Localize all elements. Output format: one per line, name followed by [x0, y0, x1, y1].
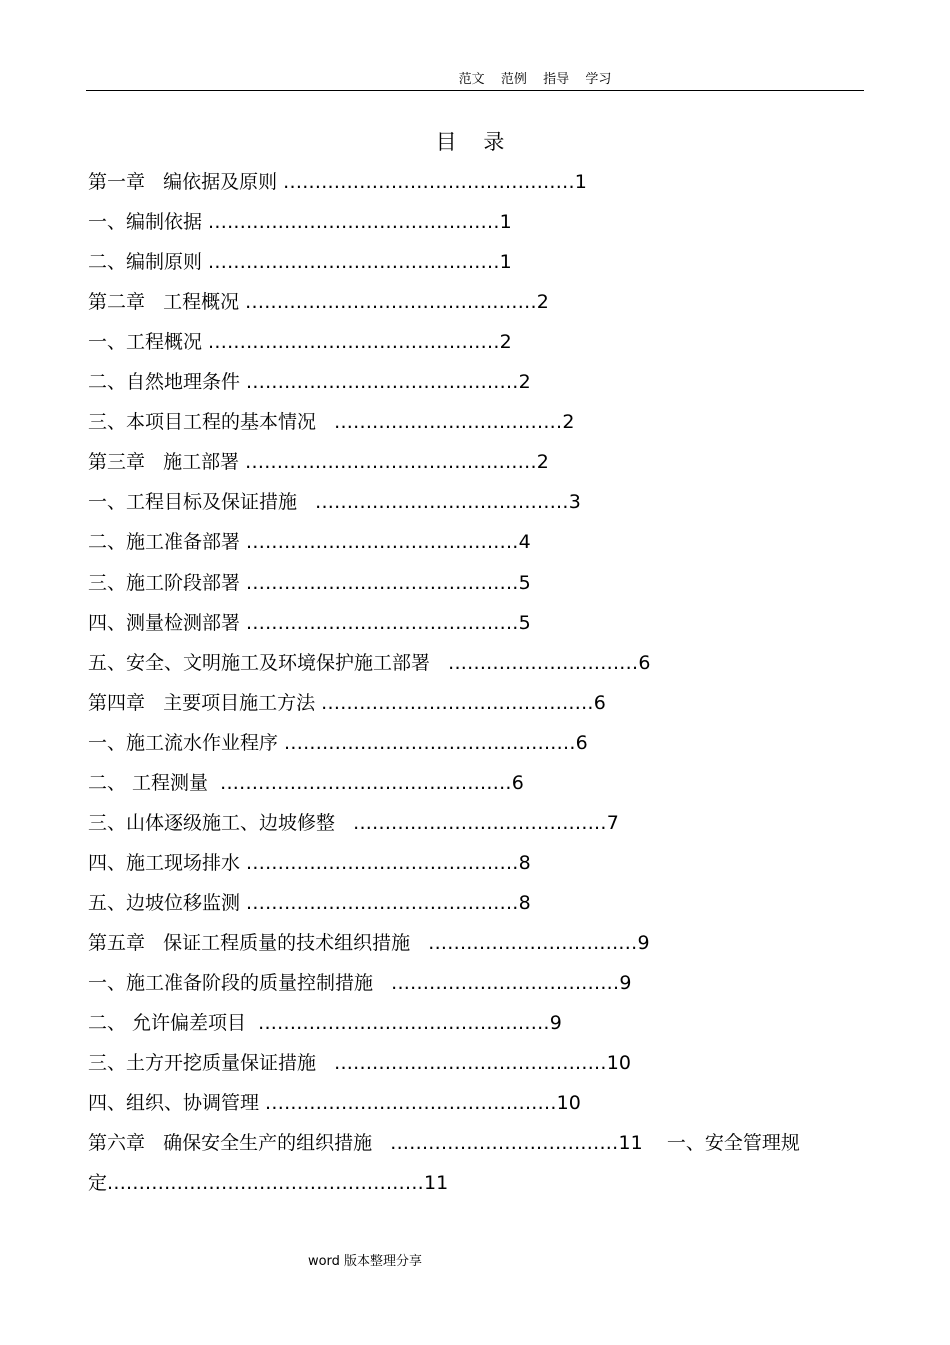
toc-entry-page: 8 — [518, 852, 531, 874]
toc-entry[interactable] — [88, 530, 531, 554]
toc-entry-page: 2 — [536, 451, 549, 473]
toc-entry-label: 第一章 编依据及原则 — [88, 171, 284, 193]
toc-entry[interactable] — [88, 250, 512, 274]
toc-leader-dots: ........................................... — [246, 892, 519, 914]
toc-entry[interactable] — [88, 691, 606, 715]
toc-entry[interactable] — [88, 450, 549, 474]
toc-entry[interactable] — [88, 571, 531, 595]
toc-leader-dots: ........................................ — [315, 491, 569, 513]
toc-entry-label: 一、工程目标及保证措施 — [88, 491, 316, 513]
page-header: 范文 范例 指导 学习 — [458, 72, 612, 87]
toc-entry-label: 五、安全、文明施工及环境保护施工部署 — [88, 652, 449, 674]
toc-entry-label: 四、施工现场排水 — [88, 852, 247, 874]
toc-entry-page: 8 — [518, 892, 531, 914]
toc-entry-label: 四、测量检测部署 — [88, 612, 247, 634]
toc-leader-dots: ........................................ — [353, 812, 607, 834]
toc-leader-dots: .............................................. — [245, 291, 537, 313]
toc-entry-page: 1 — [499, 251, 512, 273]
toc-entry[interactable] — [88, 1091, 581, 1115]
toc-entry[interactable] — [88, 370, 531, 394]
page-footer: word 版本整理分享 — [307, 1254, 423, 1269]
toc-entry-label: 三、山体逐级施工、边坡修整 — [88, 812, 354, 834]
toc-leader-dots: .............................................. — [265, 1092, 557, 1114]
toc-entry-label: 一、施工准备阶段的质量控制措施 — [88, 972, 392, 994]
toc-entry-page: 11 一、安全管理规 — [618, 1132, 800, 1154]
toc-entry-page: 7 — [606, 812, 619, 834]
toc-leader-dots: ........................................... — [246, 531, 519, 553]
toc-leader-dots: .............................................. — [208, 211, 500, 233]
toc-leader-dots: .............................. — [448, 652, 639, 674]
toc-entry[interactable] — [88, 731, 588, 755]
toc-entry[interactable] — [88, 210, 512, 234]
toc-entry-label: 四、组织、协调管理 — [88, 1092, 266, 1114]
toc-entry-label: 定 — [88, 1172, 108, 1194]
toc-entry-label: 五、边坡位移监测 — [88, 892, 247, 914]
toc-leader-dots: .................................... — [391, 972, 620, 994]
toc-entry[interactable] — [88, 811, 619, 835]
toc-leader-dots: ........................................... — [246, 572, 519, 594]
toc-leader-dots: .............................................. — [245, 451, 537, 473]
toc-entry-label: 三、本项目工程的基本情况 — [88, 411, 335, 433]
header-divider — [86, 90, 864, 91]
toc-leader-dots: .................................... — [334, 411, 563, 433]
toc-entry-page: 2 — [562, 411, 575, 433]
toc-entry[interactable] — [88, 931, 650, 955]
toc-entry-label: 三、土方开挖质量保证措施 — [88, 1052, 335, 1074]
toc-entry[interactable] — [88, 1011, 562, 1035]
toc-entry-label: 第六章 确保安全生产的组织措施 — [88, 1132, 391, 1154]
toc-entry[interactable] — [88, 651, 650, 675]
toc-entry-label: 一、编制依据 — [88, 211, 209, 233]
toc-entry-label: 一、工程概况 — [88, 331, 209, 353]
toc-entry[interactable] — [88, 290, 549, 314]
toc-entry-page: 5 — [518, 572, 531, 594]
toc-entry-page: 9 — [549, 1012, 562, 1034]
toc-entry[interactable] — [88, 971, 631, 995]
toc-entry-page: 2 — [518, 371, 531, 393]
toc-entry-page: 9 — [619, 972, 632, 994]
toc-leader-dots: .............................................. — [258, 1012, 550, 1034]
toc-entry[interactable] — [88, 1131, 800, 1155]
toc-entry-label: 第五章 保证工程质量的技术组织措施 — [88, 932, 429, 954]
toc-entry-page: 1 — [574, 171, 587, 193]
toc-entry-page: 6 — [593, 692, 606, 714]
toc-entry-page: 1 — [499, 211, 512, 233]
toc-entry-page: 6 — [575, 732, 588, 754]
toc-leader-dots: ................................. — [428, 932, 638, 954]
toc-entry-page: 5 — [518, 612, 531, 634]
toc-leader-dots: ........................................... — [246, 612, 519, 634]
toc-leader-dots: ........................................... — [321, 692, 594, 714]
toc-entry-label: 第三章 施工部署 — [88, 451, 246, 473]
toc-entry[interactable] — [88, 1051, 631, 1075]
toc-entry-label: 一、施工流水作业程序 — [88, 732, 285, 754]
toc-entry-page: 10 — [606, 1052, 631, 1074]
toc-entry-label: 二、自然地理条件 — [88, 371, 247, 393]
toc-leader-dots: .............................................. — [283, 171, 575, 193]
toc-leader-dots: ........................................... — [334, 1052, 607, 1074]
toc-entry-page: 6 — [511, 772, 524, 794]
toc-entry-page: 3 — [568, 491, 581, 513]
toc-entry-label: 二、施工准备部署 — [88, 531, 247, 553]
toc-entry-page: 10 — [556, 1092, 581, 1114]
toc-entry-label: 二、 工程测量 — [88, 772, 221, 794]
toc-entry[interactable] — [88, 330, 512, 354]
toc-entry[interactable] — [88, 410, 574, 434]
toc-leader-dots: .................................... — [390, 1132, 619, 1154]
toc-entry[interactable] — [88, 170, 587, 194]
toc-entry[interactable] — [88, 771, 524, 795]
toc-entry-label: 三、施工阶段部署 — [88, 572, 247, 594]
toc-entry[interactable] — [88, 490, 581, 514]
toc-entry[interactable] — [88, 851, 531, 875]
toc-title: 目 录 — [435, 130, 515, 154]
toc-entry-label: 第四章 主要项目施工方法 — [88, 692, 322, 714]
toc-leader-dots: .............................................. — [220, 772, 512, 794]
toc-leader-dots: .............................................. — [208, 331, 500, 353]
toc-entry-page: 2 — [499, 331, 512, 353]
toc-leader-dots: .................................................. — [107, 1172, 424, 1194]
toc-entry-page: 11 — [424, 1172, 449, 1194]
toc-leader-dots: .............................................. — [284, 732, 576, 754]
toc-entry-page: 9 — [637, 932, 650, 954]
toc-entry-page: 6 — [638, 652, 651, 674]
toc-leader-dots: .............................................. — [208, 251, 500, 273]
toc-entry[interactable] — [88, 611, 531, 635]
toc-leader-dots: ........................................... — [246, 371, 519, 393]
toc-entry-page: 4 — [518, 531, 531, 553]
toc-entry-label: 第二章 工程概况 — [88, 291, 246, 313]
toc-entry-label: 二、 允许偏差项目 — [88, 1012, 259, 1034]
toc-entry[interactable] — [88, 891, 531, 915]
toc-entry-label: 二、编制原则 — [88, 251, 209, 273]
toc-entry[interactable] — [88, 1171, 448, 1195]
toc-leader-dots: ........................................... — [246, 852, 519, 874]
toc-entry-page: 2 — [536, 291, 549, 313]
